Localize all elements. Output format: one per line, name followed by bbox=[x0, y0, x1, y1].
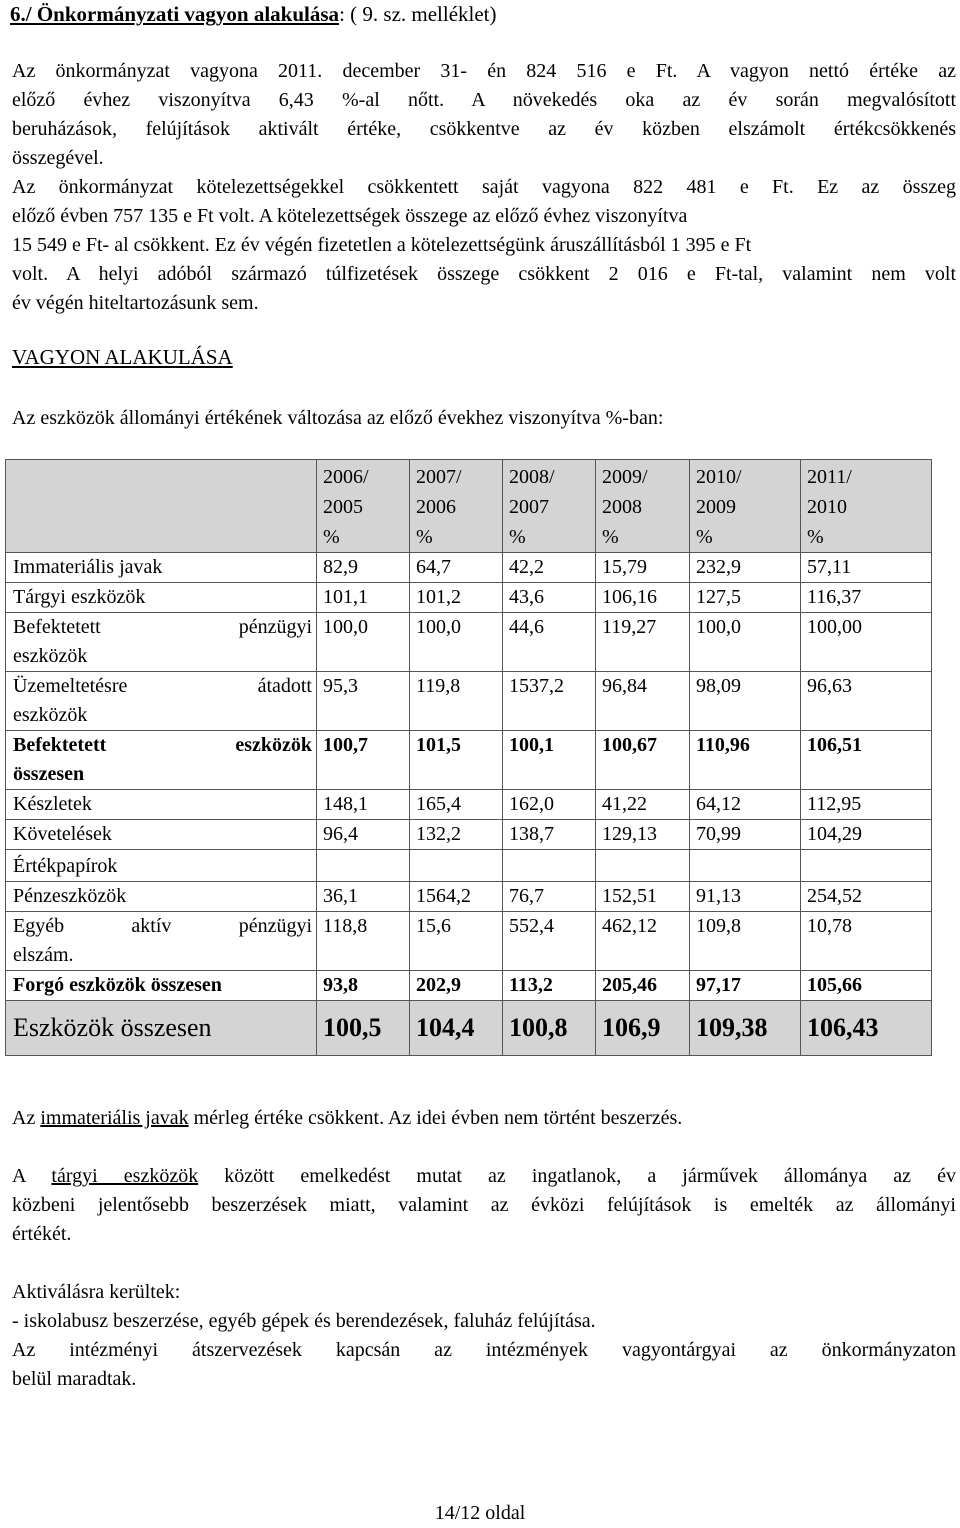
paragraph-tangible: A tárgyi eszközök között emelkedést mutat az ingatlanok, a járművek állománya az év közbeni jelentősebb beszerzések miatt, valamint az évközi felújítások is emelték az állományi értékét. bbox=[12, 1165, 956, 1245]
row-label: Követelések bbox=[6, 820, 317, 850]
intro-line: beruházások, felújítások aktivált értéke, csökkentve az év közben elszámolt értékcsökkenés bbox=[12, 118, 956, 140]
table-cell: 36,1 bbox=[317, 882, 410, 912]
table-cell: 57,11 bbox=[801, 553, 932, 583]
table-cell: 100,0 bbox=[690, 613, 801, 672]
table-cell: 64,12 bbox=[690, 790, 801, 820]
table-cell: 106,43 bbox=[801, 1001, 932, 1056]
table-cell: 165,4 bbox=[410, 790, 503, 820]
table-cell: 100,7 bbox=[317, 731, 410, 790]
section-heading bbox=[10, 2, 497, 27]
table-cell: 138,7 bbox=[503, 820, 596, 850]
table-cell: 1564,2 bbox=[410, 882, 503, 912]
intro-line: Az önkormányzat kötelezettségekkel csökkentett saját vagyona 822 481 e Ft. Ez az összeg bbox=[12, 176, 956, 198]
header-cell: 2007/ 2006 % bbox=[410, 460, 503, 553]
row-label: Befektetett eszközök összesen bbox=[6, 731, 317, 790]
paragraph-activated: Aktiválásra kerültek: - iskolabusz beszerzése, egyéb gépek és berendezések, faluház felújítása. Az intézményi átszervezések kapcsán az intézmények vagyontárgyai az önkormányzaton belül maradtak. bbox=[12, 1281, 956, 1390]
table-cell bbox=[503, 850, 596, 882]
asset-change-table bbox=[5, 459, 932, 1056]
table-cell: 64,7 bbox=[410, 553, 503, 583]
header-cell: 2009/ 2008 % bbox=[596, 460, 690, 553]
table-cell: 202,9 bbox=[410, 971, 503, 1001]
row-label: Tárgyi eszközök bbox=[6, 583, 317, 613]
table-cell: 106,51 bbox=[801, 731, 932, 790]
table-cell: 96,63 bbox=[801, 672, 932, 731]
table-cell: 97,17 bbox=[690, 971, 801, 1001]
table-cell: 95,3 bbox=[317, 672, 410, 731]
row-label: Készletek bbox=[6, 790, 317, 820]
table-cell: 232,9 bbox=[690, 553, 801, 583]
table-cell: 41,22 bbox=[596, 790, 690, 820]
table-cell: 101,1 bbox=[317, 583, 410, 613]
table-cell bbox=[410, 850, 503, 882]
table-cell: 132,2 bbox=[410, 820, 503, 850]
table-cell: 152,51 bbox=[596, 882, 690, 912]
table-cell: 100,1 bbox=[503, 731, 596, 790]
table-cell: 42,2 bbox=[503, 553, 596, 583]
table-cell: 162,0 bbox=[503, 790, 596, 820]
table-cell: 119,8 bbox=[410, 672, 503, 731]
section-title: VAGYON ALAKULÁSA bbox=[12, 345, 233, 369]
row-label: Egyéb aktív pénzügyi elszám. bbox=[6, 912, 317, 971]
table-row-subtotal bbox=[6, 971, 932, 1001]
table-cell bbox=[317, 850, 410, 882]
row-label: Üzemeltetésre átadott eszközök bbox=[6, 672, 317, 731]
table-cell: 82,9 bbox=[317, 553, 410, 583]
row-label: Pénzeszközök bbox=[6, 882, 317, 912]
row-label: Befektetett pénzügyi eszközök bbox=[6, 613, 317, 672]
table-cell: 106,9 bbox=[596, 1001, 690, 1056]
intro-paragraph bbox=[12, 57, 956, 318]
table-cell: 205,46 bbox=[596, 971, 690, 1001]
table-cell: 105,66 bbox=[801, 971, 932, 1001]
table-cell: 104,4 bbox=[410, 1001, 503, 1056]
table-cell: 15,6 bbox=[410, 912, 503, 971]
table-cell: 100,5 bbox=[317, 1001, 410, 1056]
table-cell: 1537,2 bbox=[503, 672, 596, 731]
table-cell: 552,4 bbox=[503, 912, 596, 971]
table-cell: 148,1 bbox=[317, 790, 410, 820]
table-cell: 129,13 bbox=[596, 820, 690, 850]
table-cell: 70,99 bbox=[690, 820, 801, 850]
table-row bbox=[6, 613, 932, 672]
intro-line: előző évben 757 135 e Ft volt. A kötelezettségek összege az előző évhez viszonyítva bbox=[12, 205, 688, 227]
row-label: Eszközök összesen bbox=[6, 1001, 317, 1056]
table-cell bbox=[596, 850, 690, 882]
table-cell: 93,8 bbox=[317, 971, 410, 1001]
table-cell: 118,8 bbox=[317, 912, 410, 971]
table-header-row bbox=[6, 460, 932, 553]
table-cell: 462,12 bbox=[596, 912, 690, 971]
table-cell: 15,79 bbox=[596, 553, 690, 583]
intro-line: 15 549 e Ft- al csökkent. Ez év végén fizetetlen a kötelezettségünk áruszállításból 1 395 e Ft bbox=[12, 234, 752, 256]
table-cell: 110,96 bbox=[690, 731, 801, 790]
table-cell: 116,37 bbox=[801, 583, 932, 613]
intro-line: volt. A helyi adóból származó túlfizetések összege csökkent 2 016 e Ft-tal, valamint nem volt bbox=[12, 263, 956, 285]
row-label: Forgó eszközök összesen bbox=[6, 971, 317, 1001]
table-cell: 113,2 bbox=[503, 971, 596, 1001]
header-cell: 2011/ 2010 % bbox=[801, 460, 932, 553]
table-row-subtotal bbox=[6, 731, 932, 790]
tangible-assets-term: tárgyi eszközök bbox=[51, 1165, 199, 1187]
page-number: 14/12 oldal bbox=[434, 1502, 526, 1524]
table-cell: 100,0 bbox=[410, 613, 503, 672]
table-cell: 112,95 bbox=[801, 790, 932, 820]
table-cell: 254,52 bbox=[801, 882, 932, 912]
intangible-assets-term: immateriális javak bbox=[40, 1107, 189, 1129]
table-cell: 96,84 bbox=[596, 672, 690, 731]
table-cell: 101,2 bbox=[410, 583, 503, 613]
table-cell bbox=[690, 850, 801, 882]
table-cell: 44,6 bbox=[503, 613, 596, 672]
table-cell: 119,27 bbox=[596, 613, 690, 672]
table-caption: Az eszközök állományi értékének változása az előző évekhez viszonyítva %-ban: bbox=[12, 407, 664, 429]
header-cell: 2008/ 2007 % bbox=[503, 460, 596, 553]
section-heading-suffix: : ( 9. sz. melléklet) bbox=[339, 2, 497, 26]
intro-line: előző évhez viszonyítva 6,43 %-al nőtt. A növekedés oka az év során megvalósított bbox=[12, 89, 956, 111]
table-cell: 98,09 bbox=[690, 672, 801, 731]
table-cell: 100,8 bbox=[503, 1001, 596, 1056]
table-row bbox=[6, 850, 932, 882]
section-heading-title: 6./ Önkormányzati vagyon alakulása bbox=[10, 2, 340, 26]
table-row bbox=[6, 583, 932, 613]
table-cell: 109,8 bbox=[690, 912, 801, 971]
row-label: Értékpapírok bbox=[6, 850, 317, 882]
paragraph-intangible: Az immateriális javak mérleg értéke csökkent. Az idei évben nem történt beszerzés. bbox=[12, 1107, 683, 1129]
table-cell: 109,38 bbox=[690, 1001, 801, 1056]
header-cell: 2010/ 2009 % bbox=[690, 460, 801, 553]
table-cell: 10,78 bbox=[801, 912, 932, 971]
table-cell: 76,7 bbox=[503, 882, 596, 912]
table-cell: 96,4 bbox=[317, 820, 410, 850]
table-row bbox=[6, 912, 932, 971]
table-cell: 106,16 bbox=[596, 583, 690, 613]
table-cell: 100,00 bbox=[801, 613, 932, 672]
table-row bbox=[6, 820, 932, 850]
intro-line: év végén hiteltartozásunk sem. bbox=[12, 292, 259, 314]
row-label: Immateriális javak bbox=[6, 553, 317, 583]
table-cell: 91,13 bbox=[690, 882, 801, 912]
header-empty-cell bbox=[6, 460, 317, 553]
table-cell: 101,5 bbox=[410, 731, 503, 790]
table-row bbox=[6, 672, 932, 731]
table-row bbox=[6, 553, 932, 583]
table-row-total bbox=[6, 1001, 932, 1056]
table-cell bbox=[801, 850, 932, 882]
table-cell: 100,0 bbox=[317, 613, 410, 672]
header-cell: 2006/ 2005 % bbox=[317, 460, 410, 553]
table-row bbox=[6, 882, 932, 912]
intro-line: összegével. bbox=[12, 147, 104, 169]
table-cell: 100,67 bbox=[596, 731, 690, 790]
table-cell: 104,29 bbox=[801, 820, 932, 850]
intro-line: Az önkormányzat vagyona 2011. december 31- én 824 516 e Ft. A vagyon nettó értéke az bbox=[12, 60, 956, 82]
table-cell: 127,5 bbox=[690, 583, 801, 613]
table-cell: 43,6 bbox=[503, 583, 596, 613]
table-row bbox=[6, 790, 932, 820]
